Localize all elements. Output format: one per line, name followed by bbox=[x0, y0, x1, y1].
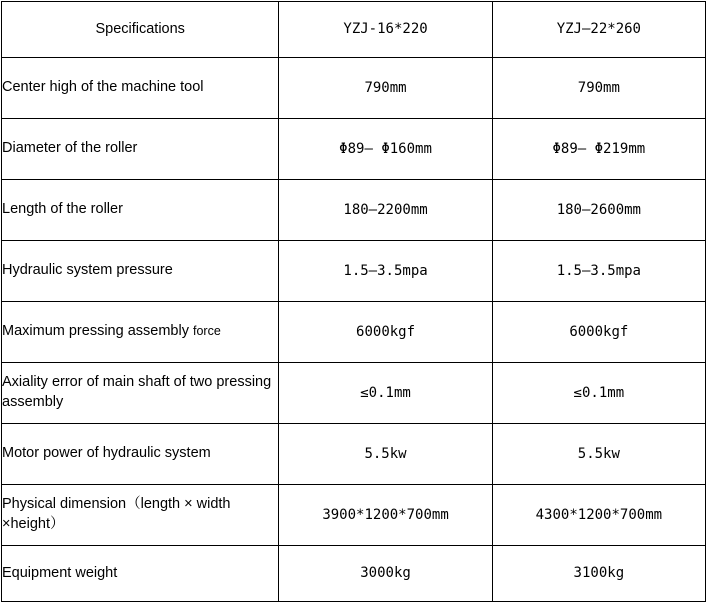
row-value-model-2: 180—2600mm bbox=[492, 180, 705, 241]
row-label: Diameter of the roller bbox=[2, 119, 279, 180]
table-row bbox=[2, 485, 706, 546]
row-value-model-2: 790mm bbox=[492, 58, 705, 119]
row-value-model-1: 3000kg bbox=[279, 546, 492, 602]
table-row bbox=[2, 241, 706, 302]
specifications-table bbox=[1, 1, 706, 602]
row-label: Length of the roller bbox=[2, 180, 279, 241]
table-row bbox=[2, 302, 706, 363]
row-value-model-2: 1.5—3.5mpa bbox=[492, 241, 705, 302]
row-label: Motor power of hydraulic system bbox=[2, 424, 279, 485]
table-header-row bbox=[2, 2, 706, 58]
row-label: Equipment weight bbox=[2, 546, 279, 602]
row-value-model-1: 790mm bbox=[279, 58, 492, 119]
row-value-model-2: 5.5kw bbox=[492, 424, 705, 485]
table-row bbox=[2, 363, 706, 424]
column-header-model-2: YZJ—22*260 bbox=[492, 2, 705, 58]
row-value-model-2: 6000kgf bbox=[492, 302, 705, 363]
row-value-model-1: ≤0.1mm bbox=[279, 363, 492, 424]
row-value-model-1: 5.5kw bbox=[279, 424, 492, 485]
row-label bbox=[2, 302, 279, 363]
row-value-model-2: Φ89— Φ219mm bbox=[492, 119, 705, 180]
row-value-model-1: 3900*1200*700mm bbox=[279, 485, 492, 546]
row-label-emphasis: force bbox=[192, 324, 221, 339]
row-value-model-2: 3100kg bbox=[492, 546, 705, 602]
table-row bbox=[2, 58, 706, 119]
row-value-model-1: 180—2200mm bbox=[279, 180, 492, 241]
table-row bbox=[2, 424, 706, 485]
row-value-model-1: Φ89— Φ160mm bbox=[279, 119, 492, 180]
table-row bbox=[2, 546, 706, 602]
row-label: Center high of the machine tool bbox=[2, 58, 279, 119]
row-label: Axiality error of main shaft of two pressing assembly bbox=[2, 363, 279, 424]
table-row bbox=[2, 119, 706, 180]
row-label: Physical dimension（length × width ×height） bbox=[2, 485, 279, 546]
column-header-specifications: Specifications bbox=[2, 2, 279, 58]
row-value-model-1: 1.5—3.5mpa bbox=[279, 241, 492, 302]
row-label-main: Maximum pressing assembly bbox=[2, 323, 193, 340]
row-label: Hydraulic system pressure bbox=[2, 241, 279, 302]
column-header-model-1: YZJ-16*220 bbox=[279, 2, 492, 58]
table-row bbox=[2, 180, 706, 241]
row-value-model-2: ≤0.1mm bbox=[492, 363, 705, 424]
row-value-model-2: 4300*1200*700mm bbox=[492, 485, 705, 546]
row-value-model-1: 6000kgf bbox=[279, 302, 492, 363]
